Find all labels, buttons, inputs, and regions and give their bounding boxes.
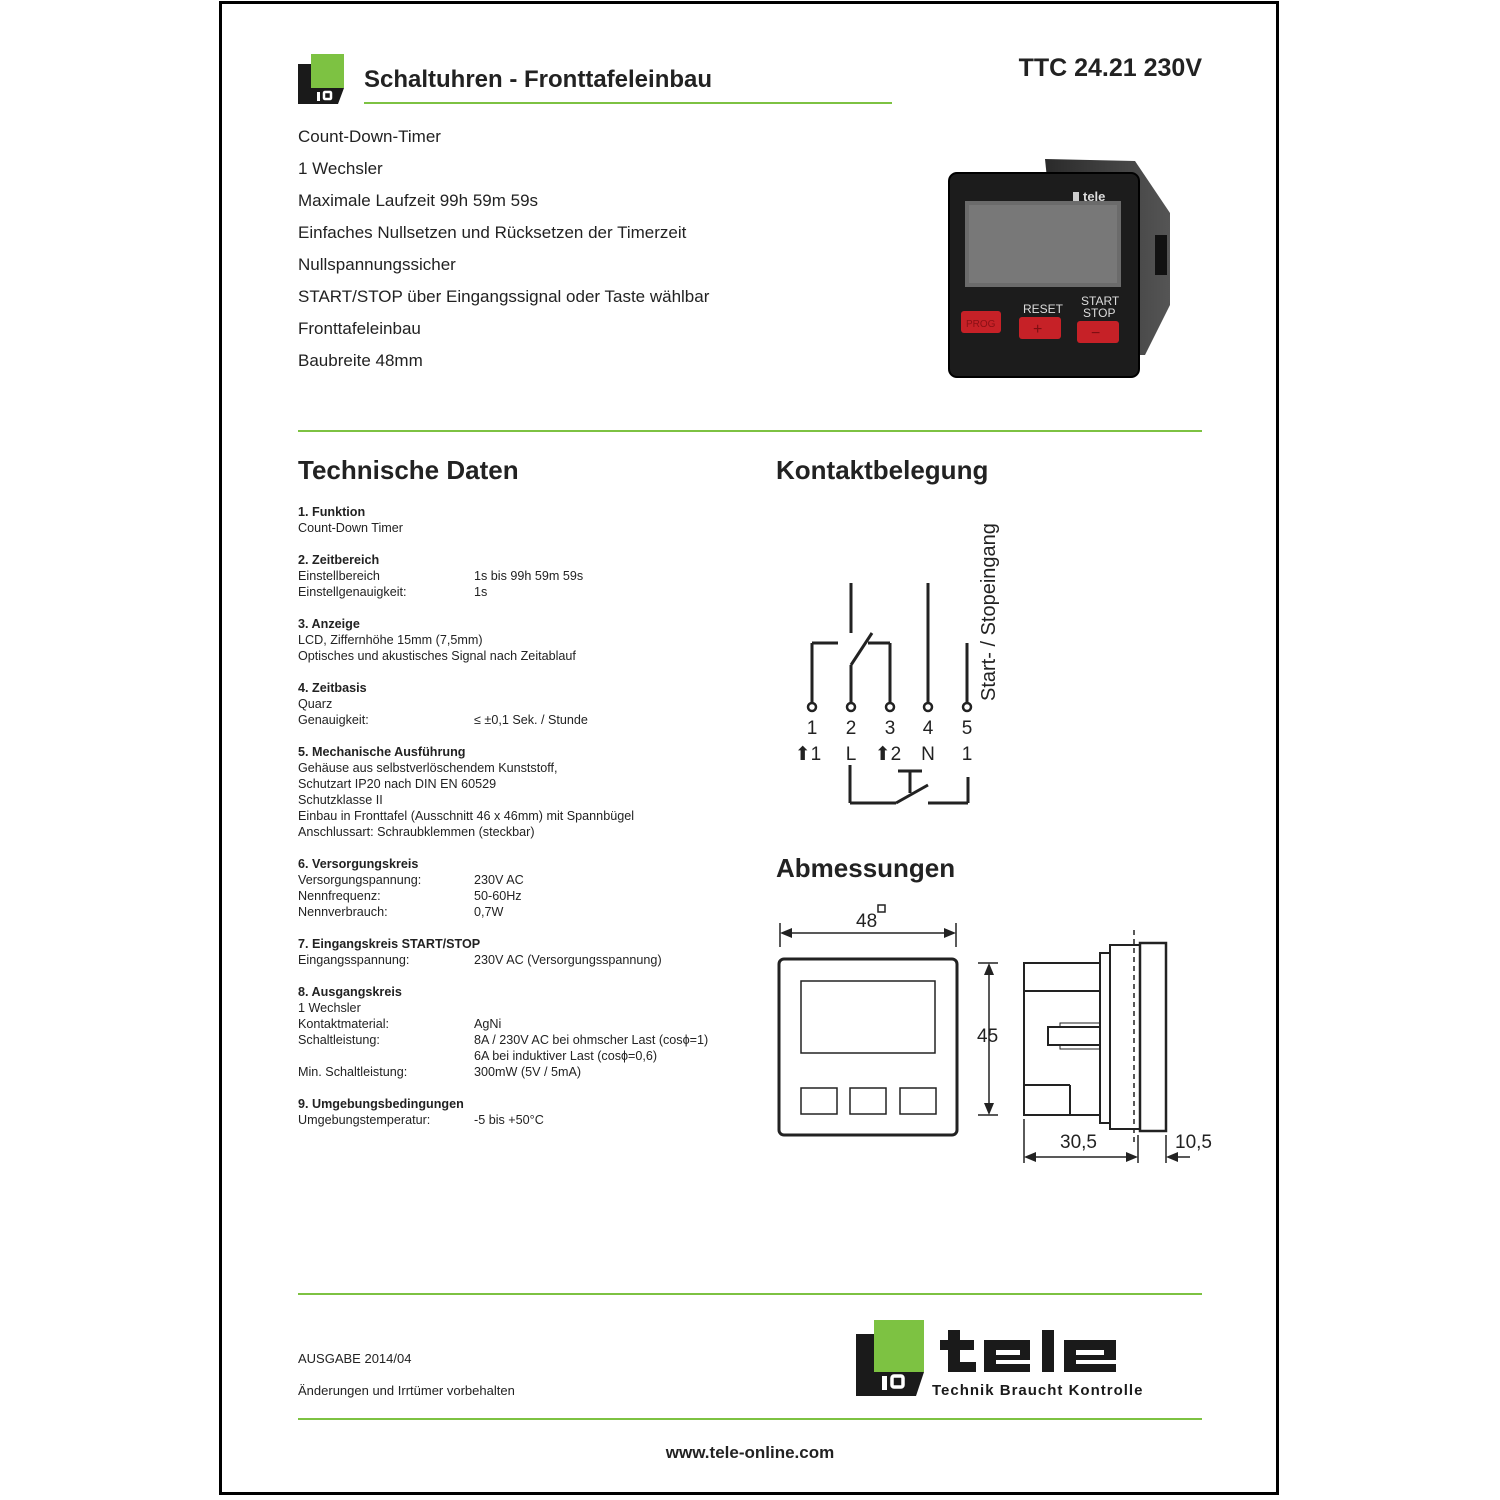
spec-section — [298, 616, 738, 664]
spec-row — [298, 568, 738, 584]
spec-section-title: 5. Mechanische Ausführung — [298, 745, 466, 759]
spec-section — [298, 856, 738, 920]
model-number: TTC 24.21 230V — [1018, 54, 1202, 82]
spec-value: 230V AC — [474, 873, 524, 887]
spec-line: Count-Down Timer — [298, 521, 403, 535]
spec-line: Optisches und akustisches Signal nach Zeitablauf — [298, 649, 576, 663]
feature-item: Einfaches Nullsetzen und Rücksetzen der Timerzeit — [298, 223, 687, 242]
stop-label: STOP — [1083, 306, 1116, 320]
page-title: Schaltuhren - Fronttafeleinbau — [364, 66, 713, 93]
start-stop-input-label: Start- / Stopeingang — [978, 523, 1000, 701]
terminal-label: N — [921, 744, 935, 765]
spec-key: Versorgungspannung: — [298, 873, 422, 887]
start-label: START — [1081, 294, 1120, 308]
spec-section-title: 2. Zeitbereich — [298, 553, 380, 567]
spec-section — [298, 936, 738, 968]
spec-line: 1 Wechsler — [298, 1001, 361, 1015]
spec-line: Anschlussart: Schraubklemmen (steckbar) — [298, 825, 535, 839]
spec-row — [298, 1048, 738, 1064]
spec-section — [298, 680, 738, 728]
svg-text:PROG: PROG — [966, 319, 996, 330]
svg-text:−: − — [1091, 325, 1101, 342]
front-depth-dimension: 10,5 — [1175, 1132, 1212, 1153]
spec-row — [298, 952, 738, 968]
product-photo — [945, 155, 1175, 383]
spec-value: 0,7W — [474, 905, 504, 919]
spec-row — [298, 584, 738, 600]
spec-section — [298, 504, 738, 536]
dimension-drawing — [770, 895, 1220, 1170]
feature-item: START/STOP über Eingangssignal oder Taste wählbar — [298, 287, 710, 306]
feature-item: Count-Down-Timer — [298, 127, 441, 146]
terminal-number: 3 — [884, 718, 896, 739]
spec-row — [298, 1032, 738, 1048]
contacts-heading: Kontaktbelegung — [776, 455, 989, 485]
feature-item: 1 Wechsler — [298, 159, 383, 178]
spec-section — [298, 1096, 738, 1128]
spec-row — [298, 1064, 738, 1080]
spec-section-title: 8. Ausgangskreis — [298, 985, 402, 999]
spec-value: 1s — [474, 585, 488, 599]
reset-label: RESET — [1023, 302, 1064, 316]
spec-section — [298, 744, 738, 840]
spec-section-title: 4. Zeitbasis — [298, 681, 367, 695]
tele-logo-large — [852, 1318, 1212, 1400]
terminal-number: 1 — [806, 718, 818, 739]
spec-value: 300mW (5V / 5mA) — [474, 1065, 582, 1079]
contact-diagram — [790, 515, 1020, 815]
terminal-label: 1 — [961, 744, 973, 765]
spec-row — [298, 888, 738, 904]
spec-line: Schutzart IP20 nach DIN EN 60529 — [298, 777, 497, 791]
disclaimer-text: Änderungen und Irrtümer vorbehalten — [298, 1383, 515, 1398]
spec-value: 6A bei induktiver Last (cosϕ=0,6) — [474, 1049, 658, 1063]
feature-item: Maximale Laufzeit 99h 59m 59s — [298, 191, 539, 210]
spec-row — [298, 712, 738, 728]
spec-list — [298, 504, 738, 1144]
spec-row — [298, 904, 738, 920]
depth-dimension: 30,5 — [1060, 1132, 1097, 1153]
feature-item: Fronttafeleinbau — [298, 319, 421, 338]
svg-text:tele: tele — [1083, 189, 1106, 204]
spec-key: Min. Schaltleistung: — [298, 1065, 408, 1079]
spec-section — [298, 552, 738, 600]
spec-value: 230V AC (Versorgungsspannung) — [474, 953, 662, 967]
footer-divider-top — [298, 1293, 1202, 1295]
terminal-label: L — [845, 744, 857, 765]
spec-section-title: 7. Eingangskreis START/STOP — [298, 937, 481, 951]
spec-value: 1s bis 99h 59m 59s — [474, 569, 584, 583]
dimensions-heading: Abmessungen — [776, 853, 956, 883]
spec-row — [298, 872, 738, 888]
height-dimension: 45 — [977, 1026, 999, 1047]
spec-key: Kontaktmaterial: — [298, 1017, 389, 1031]
terminal-number: 4 — [922, 718, 934, 739]
spec-key: Einstellbereich — [298, 569, 380, 583]
spec-key: Umgebungstemperatur: — [298, 1113, 431, 1127]
spec-row — [298, 1112, 738, 1128]
terminal-number: 2 — [845, 718, 857, 739]
spec-key: Nennverbrauch: — [298, 905, 388, 919]
spec-key: Schaltleistung: — [298, 1033, 380, 1047]
title-underline — [364, 102, 892, 104]
section-divider — [298, 430, 1202, 432]
tech-heading: Technische Daten — [298, 455, 519, 485]
spec-row — [298, 1016, 738, 1032]
spec-section — [298, 984, 738, 1080]
spec-value: 8A / 230V AC bei ohmscher Last (cosϕ=1) — [474, 1033, 709, 1047]
spec-key: Eingangsspannung: — [298, 953, 410, 967]
spec-key: Genauigkeit: — [298, 713, 369, 727]
spec-key: Nennfrequenz: — [298, 889, 381, 903]
svg-text:+: + — [1033, 321, 1043, 338]
tele-logo-small — [298, 54, 346, 106]
spec-line: Schutzklasse II — [298, 793, 383, 807]
spec-section-title: 6. Versorgungskreis — [298, 857, 419, 871]
spec-line: Einbau in Fronttafel (Ausschnitt 46 x 46mm) mit Spannbügel — [298, 809, 635, 823]
spec-section-title: 3. Anzeige — [298, 617, 360, 631]
edition-text: AUSGABE 2014/04 — [298, 1351, 412, 1366]
spec-key: Einstellgenauigkeit: — [298, 585, 407, 599]
terminal-label: ⬆2 — [874, 744, 902, 765]
feature-item: Nullspannungssicher — [298, 255, 456, 274]
spec-line: LCD, Ziffernhöhe 15mm (7,5mm) — [298, 633, 483, 647]
spec-line: Gehäuse aus selbstverlöschendem Kunststoff, — [298, 761, 558, 775]
slogan-text: Technik Braucht Kontrolle — [932, 1382, 1144, 1399]
feature-item: Baubreite 48mm — [298, 351, 423, 370]
width-dimension: 48 — [856, 911, 878, 932]
spec-key — [298, 1048, 474, 1064]
spec-value: AgNi — [474, 1017, 502, 1031]
footer-divider-bottom — [298, 1418, 1202, 1420]
website-link[interactable]: www.tele-online.com — [665, 1443, 835, 1462]
terminal-number: 5 — [961, 718, 973, 739]
terminal-label: ⬆1 — [794, 744, 822, 765]
spec-value: 50-60Hz — [474, 889, 522, 903]
spec-line: Quarz — [298, 697, 333, 711]
spec-section-title: 9. Umgebungsbedingungen — [298, 1097, 464, 1111]
spec-value: ≤ ±0,1 Sek. / Stunde — [474, 713, 588, 727]
spec-value: -5 bis +50°C — [474, 1113, 544, 1127]
spec-section-title: 1. Funktion — [298, 505, 366, 519]
